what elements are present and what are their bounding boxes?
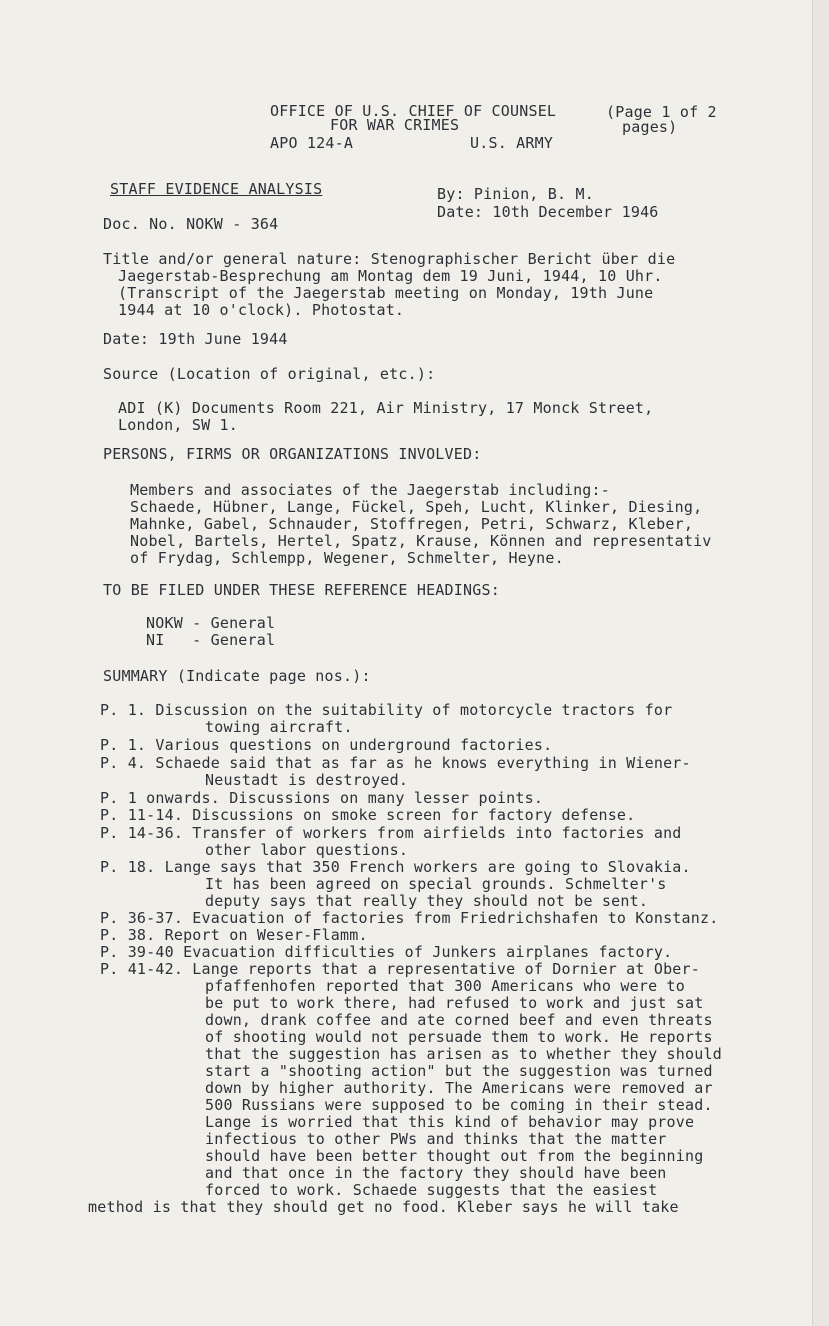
- summary-line: other labor questions.: [205, 841, 409, 859]
- page-note-line-1: (Page 1 of 2: [606, 103, 717, 121]
- summary-entry: [100, 755, 691, 789]
- filed-heading: TO BE FILED UNDER THESE REFERENCE HEADINGS:: [103, 581, 500, 599]
- analysis-title: STAFF EVIDENCE ANALYSIS: [110, 180, 323, 198]
- summary-line: be put to work there, had refused to work and just sat: [205, 994, 704, 1012]
- summary-line: It has been agreed on special grounds. Schmelter's: [205, 875, 667, 893]
- apo-number: APO 124-A: [270, 134, 354, 152]
- summary-line: and that once in the factory they should have been: [205, 1164, 667, 1182]
- summary-line: should have been better thought out from the beginning: [205, 1147, 704, 1165]
- document-number: Doc. No. NOKW - 364: [103, 215, 279, 233]
- summary-entry: P. 39-40 Evacuation difficulties of Junkers airplanes factory.: [100, 943, 673, 961]
- summary-line: P. 18. Lange says that 350 French workers are going to Slovakia.: [100, 858, 691, 876]
- summary-entry: P. 36-37. Evacuation of factories from Friedrichshafen to Konstanz.: [100, 909, 719, 927]
- summary-entry: [100, 825, 682, 859]
- summary-line: pfaffenhofen reported that 300 Americans who were to: [205, 977, 685, 995]
- source-label: Source (Location of original, etc.):: [103, 365, 436, 383]
- summary-line: Lange is worried that this kind of behavior may prove: [205, 1113, 695, 1131]
- office-line-2: FOR WAR CRIMES: [330, 116, 460, 134]
- title-nature-line-3: (Transcript of the Jaegerstab meeting on Monday, 19th June: [118, 284, 654, 302]
- summary-entry: P. 38. Report on Weser-Flamm.: [100, 926, 368, 944]
- summary-entry: [100, 961, 722, 1199]
- summary-line: of shooting would not persuade them to work. He reports: [205, 1028, 713, 1046]
- summary-line: 500 Russians were supposed to be coming in their stead.: [205, 1096, 713, 1114]
- summary-line: start a "shooting action" but the suggestion was turned: [205, 1062, 713, 1080]
- persons-line-3: Mahnke, Gabel, Schnauder, Stoffregen, Petri, Schwarz, Kleber,: [130, 515, 694, 533]
- title-nature-line-1: Title and/or general nature: Stenographischer Bericht über die: [103, 250, 676, 268]
- source-line-1: ADI (K) Documents Room 221, Air Ministry, 17 Monck Street,: [118, 399, 654, 417]
- summary-line: forced to work. Schaede suggests that the easiest: [205, 1181, 658, 1199]
- summary-line: down, drank coffee and ate corned beef and even threats: [205, 1011, 713, 1029]
- office-line-1: OFFICE OF U.S. CHIEF OF COUNSEL: [270, 102, 557, 120]
- analysis-date: Date: 10th December 1946: [437, 203, 659, 221]
- summary-line: P. 14-36. Transfer of workers from airfields into factories and: [100, 824, 682, 842]
- summary-entry: P. 11-14. Discussions on smoke screen for factory defense.: [100, 806, 636, 824]
- document-date: Date: 19th June 1944: [103, 330, 288, 348]
- army-label: U.S. ARMY: [470, 134, 554, 152]
- summary-line: Neustadt is destroyed.: [205, 771, 409, 789]
- summary-entry: P. 1. Various questions on underground factories.: [100, 736, 553, 754]
- summary-line: P. 4. Schaede said that as far as he knows everything in Wiener-: [100, 754, 691, 772]
- filed-line-2: NI - General: [146, 631, 276, 649]
- persons-line-4: Nobel, Bartels, Hertel, Spatz, Krause, Können and representativ: [130, 532, 712, 550]
- summary-line: towing aircraft.: [205, 718, 353, 736]
- summary-line: P. 1. Discussion on the suitability of motorcycle tractors for: [100, 701, 673, 719]
- page-note-line-2: pages): [622, 118, 678, 136]
- summary-line: that the suggestion has arisen as to whether they should: [205, 1045, 722, 1063]
- summary-entry: [100, 702, 672, 736]
- persons-heading: PERSONS, FIRMS OR ORGANIZATIONS INVOLVED:: [103, 445, 482, 463]
- filed-line-1: NOKW - General: [146, 614, 276, 632]
- persons-line-2: Schaede, Hübner, Lange, Fückel, Speh, Lucht, Klinker, Diesing,: [130, 498, 703, 516]
- summary-line: infectious to other PWs and thinks that the matter: [205, 1130, 667, 1148]
- persons-line-1: Members and associates of the Jaegerstab including:-: [130, 481, 610, 499]
- summary-line: deputy says that really they should not be sent.: [205, 892, 649, 910]
- summary-line: down by higher authority. The Americans were removed ar: [205, 1079, 713, 1097]
- analyst-by: By: Pinion, B. M.: [437, 185, 594, 203]
- summary-line: method is that they should get no food. Kleber says he will take: [88, 1198, 679, 1216]
- persons-line-5: of Frydag, Schlempp, Wegener, Schmelter, Heyne.: [130, 549, 564, 567]
- page-edge: [812, 0, 829, 1326]
- summary-entry: [100, 859, 691, 910]
- source-line-2: London, SW 1.: [118, 416, 238, 434]
- title-nature-line-4: 1944 at 10 o'clock). Photostat.: [118, 301, 405, 319]
- summary-heading: SUMMARY (Indicate page nos.):: [103, 667, 371, 685]
- summary-entry: P. 1 onwards. Discussions on many lesser points.: [100, 789, 544, 807]
- summary-line: P. 41-42. Lange reports that a representative of Dornier at Ober-: [100, 960, 700, 978]
- title-nature-line-2: Jaegerstab-Besprechung am Montag dem 19 Juni, 1944, 10 Uhr.: [118, 267, 663, 285]
